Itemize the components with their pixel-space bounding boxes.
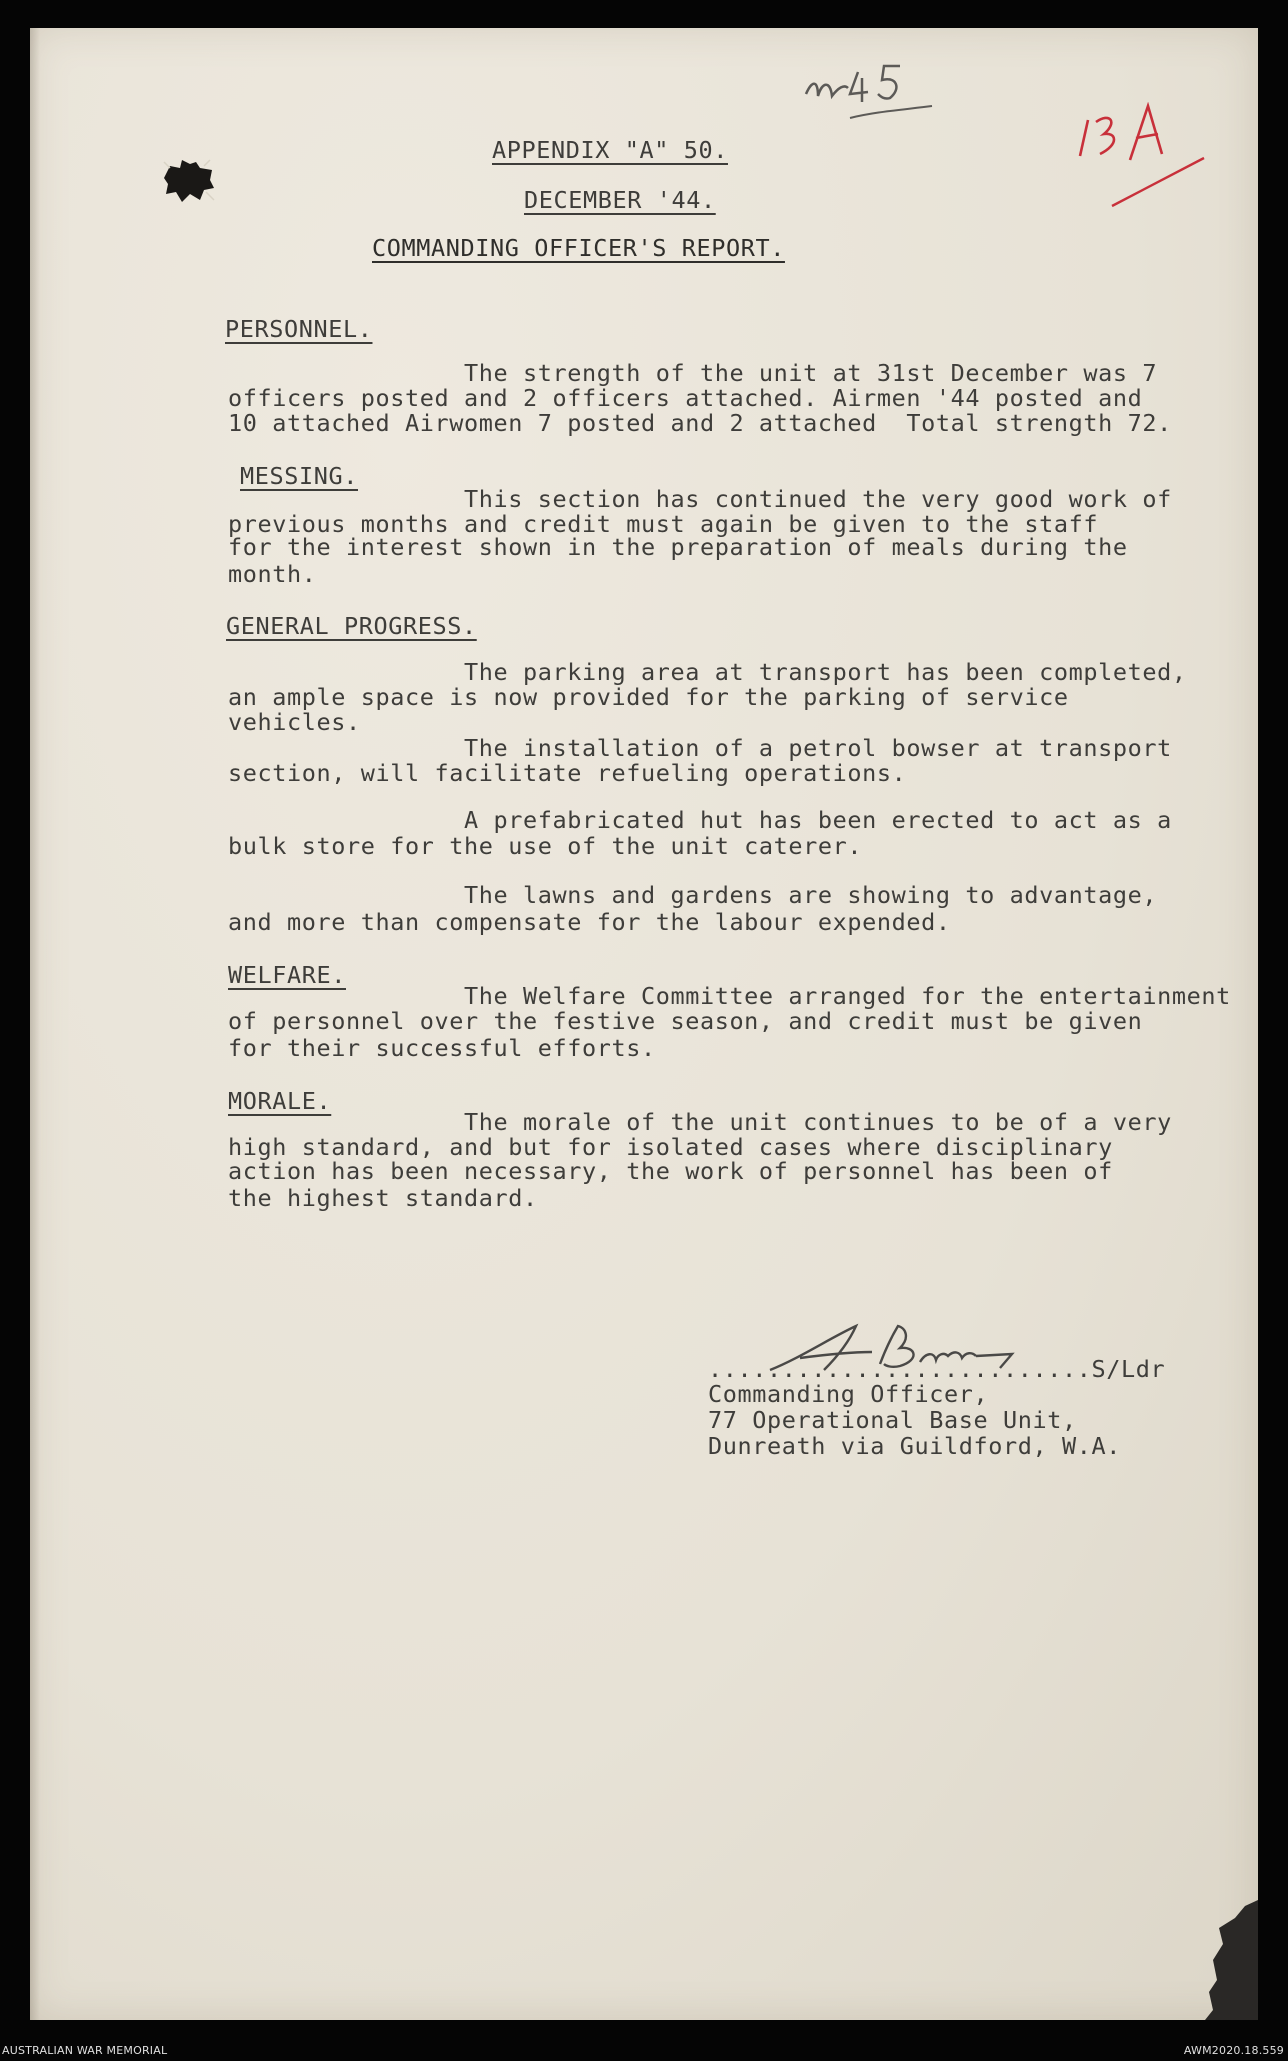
morale-line-1: The morale of the unit continues to be of a very — [228, 1108, 1172, 1136]
welfare-heading: WELFARE. — [228, 961, 346, 989]
general-progress-line-9: and more than compensate for the labour expended. — [228, 908, 951, 936]
messing-line-4: month. — [228, 560, 317, 588]
personnel-line-1: The strength of the unit at 31st December was 7 — [228, 359, 1158, 387]
paper-edge-shadow — [30, 28, 40, 2020]
signature-line-2: 77 Operational Base Unit, — [708, 1406, 1077, 1434]
torn-corner — [1205, 1900, 1258, 2020]
general-progress-line-3: vehicles. — [228, 708, 361, 736]
morale-line-3: action has been necessary, the work of personnel has been of — [228, 1157, 1113, 1185]
date-heading: DECEMBER '44. — [524, 186, 716, 214]
signature-line-1: Commanding Officer, — [708, 1380, 989, 1408]
morale-line-2: high standard, and but for isolated cases where disciplinary — [228, 1133, 1113, 1161]
welfare-line-2: of personnel over the festive season, and credit must be given — [228, 1007, 1143, 1035]
welfare-line-1: The Welfare Committee arranged for the entertainment — [228, 982, 1231, 1010]
personnel-line-2: officers posted and 2 officers attached. Airmen '44 posted and — [228, 384, 1143, 412]
report-title: COMMANDING OFFICER'S REPORT. — [372, 234, 785, 262]
messing-line-3: for the interest shown in the preparation of meals during the — [228, 533, 1128, 561]
footer-accession-number: AWM2020.18.559 — [1183, 2044, 1284, 2057]
appendix-heading: APPENDIX "A" 50. — [492, 136, 728, 164]
general-progress-line-5: section, will facilitate refueling operations. — [228, 759, 907, 787]
general-progress-heading: GENERAL PROGRESS. — [226, 612, 477, 640]
pencil-note — [804, 58, 944, 132]
general-progress-line-2: an ample space is now provided for the parking of service — [228, 683, 1069, 711]
morale-heading: MORALE. — [228, 1087, 332, 1115]
signature-dots-rank: ..........................S/Ldr — [708, 1355, 1166, 1383]
messing-line-2: previous months and credit must again be given to the staff — [228, 510, 1099, 538]
personnel-line-3: 10 attached Airwomen 7 posted and 2 attached Total strength 72. — [228, 409, 1172, 437]
general-progress-line-8: The lawns and gardens are showing to advantage, — [228, 881, 1158, 909]
punch-hole-icon — [160, 158, 216, 204]
general-progress-line-7: bulk store for the use of the unit caterer. — [228, 832, 863, 860]
messing-line-1: This section has continued the very good work of — [228, 485, 1172, 513]
messing-heading: MESSING. — [240, 462, 358, 490]
folio-mark — [1076, 102, 1216, 216]
general-progress-line-1: The parking area at transport has been completed, — [228, 658, 1187, 686]
general-progress-line-6: A prefabricated hut has been erected to act as a — [228, 806, 1172, 834]
footer-archive-name: AUSTRALIAN WAR MEMORIAL — [2, 2044, 168, 2057]
welfare-line-3: for their successful efforts. — [228, 1034, 656, 1062]
morale-line-4: the highest standard. — [228, 1184, 538, 1212]
signature-line-3: Dunreath via Guildford, W.A. — [708, 1432, 1121, 1460]
personnel-heading: PERSONNEL. — [225, 315, 373, 343]
general-progress-line-4: The installation of a petrol bowser at transport — [228, 734, 1172, 762]
